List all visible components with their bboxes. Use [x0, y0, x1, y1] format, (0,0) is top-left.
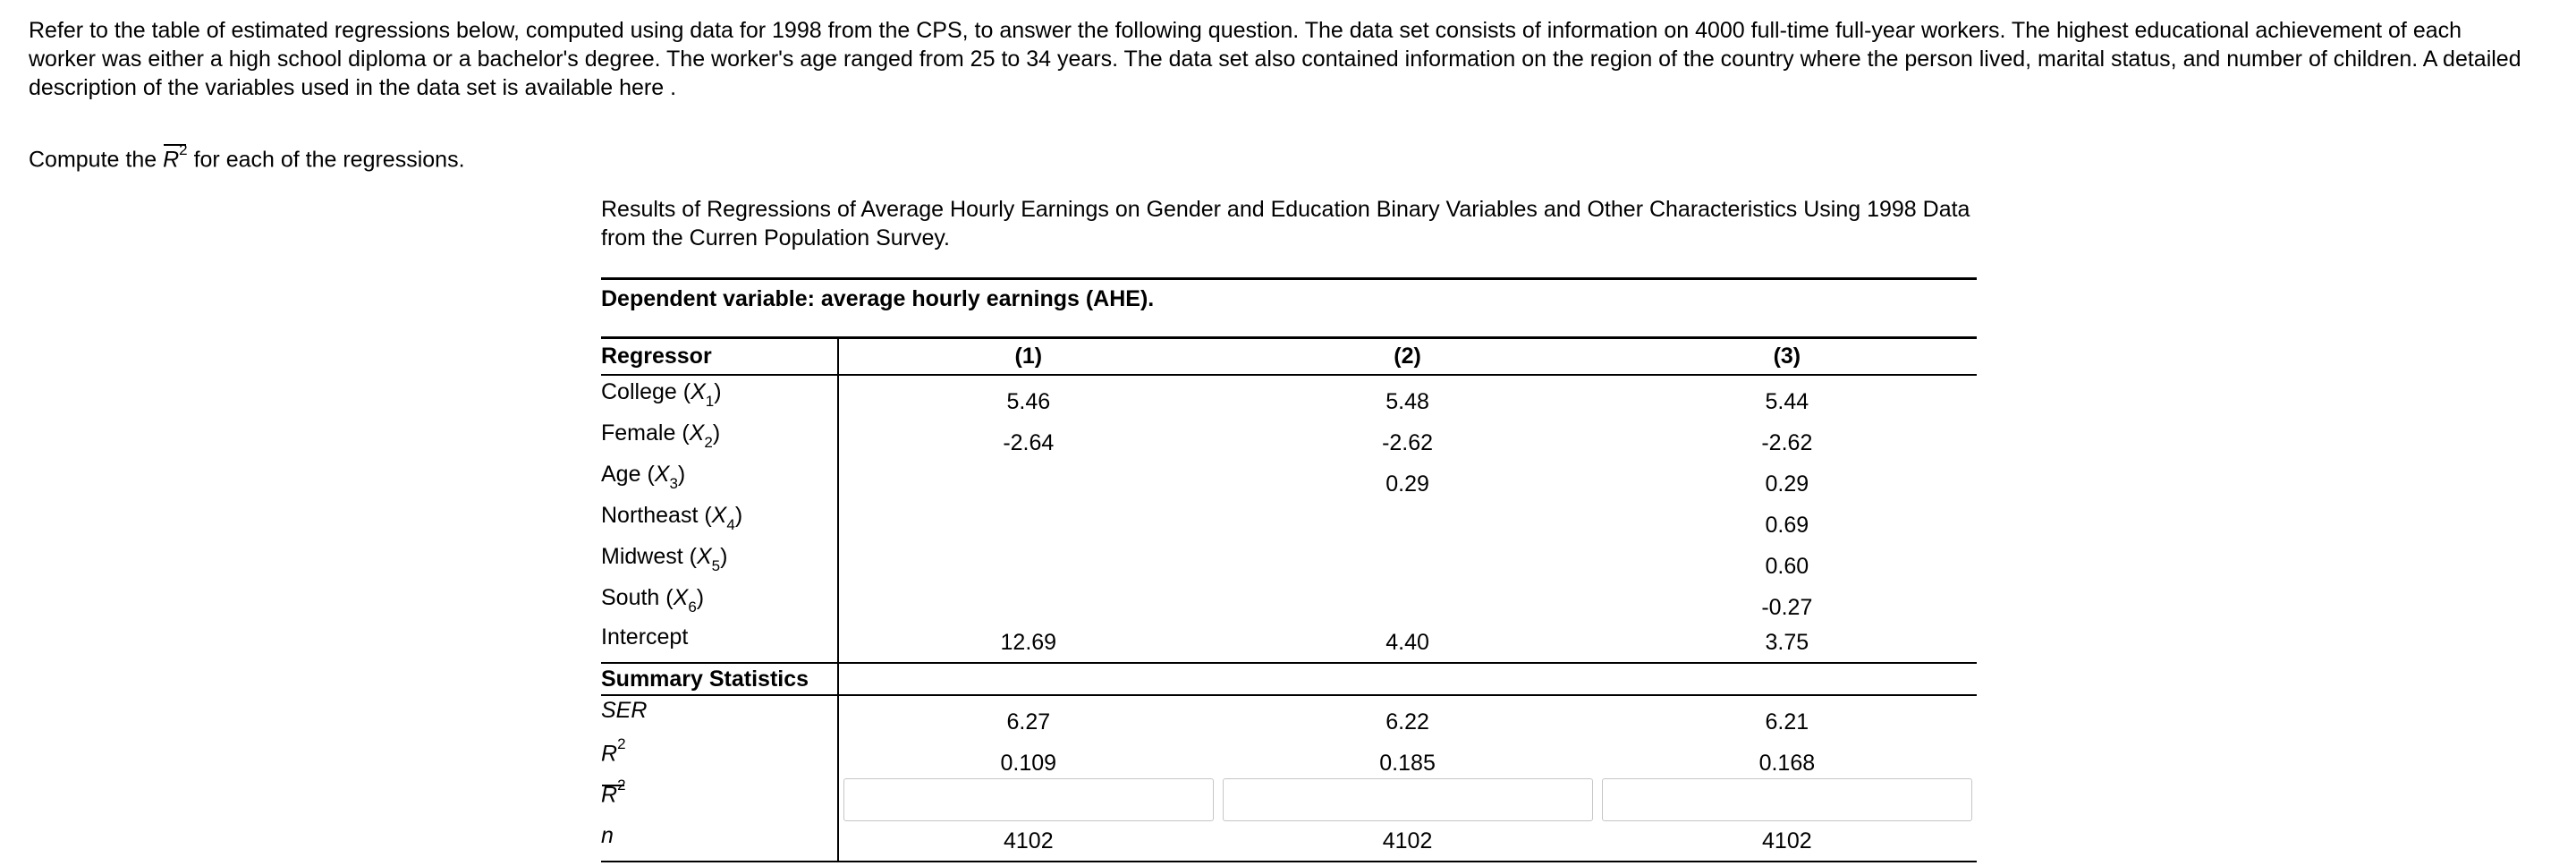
table-row	[601, 458, 1977, 499]
intercept-row	[601, 623, 1977, 663]
table-row	[601, 582, 1977, 623]
cell-value: -2.62	[1761, 430, 1813, 455]
cell-value: 0.60	[1765, 554, 1809, 579]
dependent-variable-label: Dependent variable: average hourly earnings (AHE).	[601, 286, 1155, 311]
question-intro	[29, 16, 2524, 102]
prompt-before: Compute the	[29, 147, 164, 173]
cell-value: 4102	[1217, 821, 1597, 862]
cell-value: 4102	[1597, 821, 1977, 862]
cell-value	[838, 540, 1217, 582]
n-row	[601, 821, 1977, 862]
adjusted-r2-row	[601, 778, 1977, 821]
n-label: n	[601, 821, 838, 862]
cell-value: 4102	[838, 821, 1217, 862]
adjusted-r2-input-1[interactable]	[843, 778, 1214, 821]
regressor-college: College $(X_1)$	[601, 375, 838, 417]
summary-statistics-row	[601, 663, 1977, 695]
header-regressor: Regressor	[601, 338, 838, 376]
regressor-midwest: Midwest $(X_5)$	[601, 540, 838, 582]
header-col-1: (1)	[838, 338, 1217, 376]
cell-value: 5.46	[1006, 389, 1051, 414]
regression-table	[601, 336, 1977, 862]
ser-row	[601, 695, 1977, 737]
cell-value: 0.29	[1765, 471, 1809, 497]
variable-description-link[interactable]: here	[619, 75, 665, 100]
question-prompt	[29, 140, 465, 174]
cell-value: 12.69	[1000, 629, 1057, 655]
header-col-2: (2)	[1217, 338, 1597, 376]
r2-label: $R^2$	[601, 737, 838, 778]
cell-value: 0.29	[1385, 471, 1429, 497]
prompt-after: for each of the regressions.	[187, 147, 465, 173]
cell-value: 3.75	[1765, 629, 1809, 655]
intro-text: Refer to the table of estimated regressions below, computed using data for 1998 from the CPS, to answer the following question. The data set consists of information on 4000 full-time full-year workers. The highest educational achievement of each worker was either a high school diploma or a bachelor's degree. The worker's age ranged from 25 to 34 years. The data set also contained information on the region of the country where the person lived, marital status, and number of children. A detailed description of the variables used in the data set is available	[29, 18, 2521, 100]
cell-value: 5.44	[1765, 389, 1809, 414]
r2-row	[601, 737, 1977, 778]
header-col-3: (3)	[1597, 338, 1977, 376]
table-row	[601, 540, 1977, 582]
cell-value: -0.27	[1761, 595, 1813, 620]
cell-value: 6.21	[1765, 709, 1809, 734]
adjusted-r2-symbol: $R^2$	[163, 141, 188, 173]
table-caption: Results of Regressions of Average Hourly Earnings on Gender and Education Binary Variables and Other Characteristics Using 1998 Data from the Curren Population Survey.	[601, 197, 1970, 250]
regressor-female: Female $(X_2)$	[601, 417, 838, 458]
table-top-rule	[601, 277, 1977, 280]
intercept-label: Intercept	[601, 623, 838, 663]
cell-value: 0.168	[1758, 751, 1816, 776]
cell-value: -2.64	[1003, 430, 1055, 455]
cell-value	[1217, 499, 1597, 540]
cell-value	[838, 499, 1217, 540]
cell-value: -2.62	[1382, 430, 1434, 455]
cell-value	[1217, 582, 1597, 623]
adjusted-r2-input-2[interactable]	[1223, 778, 1593, 821]
table-row	[601, 417, 1977, 458]
cell-value: 6.22	[1385, 709, 1429, 734]
regressor-age: Age $(X_3)$	[601, 458, 838, 499]
table-row	[601, 499, 1977, 540]
cell-value	[838, 458, 1217, 499]
cell-value: 0.69	[1765, 513, 1809, 538]
ser-label: SER	[601, 695, 838, 737]
regressor-northeast: Northeast $(X_4)$	[601, 499, 838, 540]
cell-value	[838, 582, 1217, 623]
cell-value: 5.48	[1385, 389, 1429, 414]
cell-value: 4.40	[1385, 629, 1429, 655]
adjusted-r2-input-3[interactable]	[1602, 778, 1972, 821]
cell-value: 6.27	[1006, 709, 1051, 734]
adjusted-r2-label: $R^2$	[601, 778, 838, 821]
regressor-south: South $(X_6)$	[601, 582, 838, 623]
intro-text-end: .	[664, 75, 677, 100]
table-row	[601, 375, 1977, 417]
cell-value: 0.109	[1000, 751, 1057, 776]
table-header-row	[601, 338, 1977, 376]
cell-value: 0.185	[1379, 751, 1436, 776]
summary-statistics-label: Summary Statistics	[601, 663, 838, 695]
cell-value	[1217, 540, 1597, 582]
